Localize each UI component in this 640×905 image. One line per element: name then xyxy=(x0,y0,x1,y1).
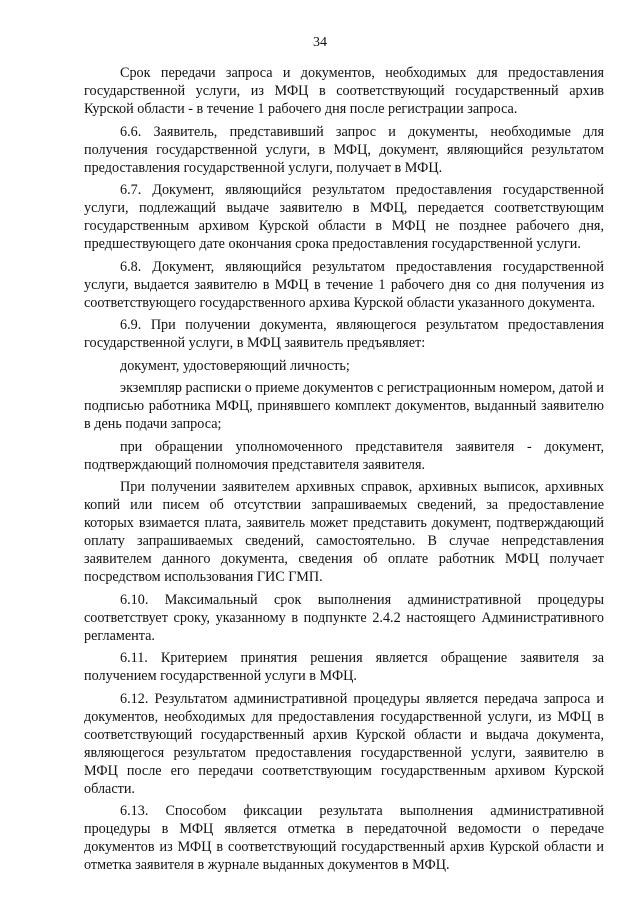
paragraph-representative-document: при обращении уполномоченного представителя заявителя - документ, подтверждающий полномочия представителя заявителя. xyxy=(84,438,604,473)
paragraph-6-7: 6.7. Документ, являющийся результатом предоставления государственной услуги, подлежащий выдаче заявителю в МФЦ, передается соответствующим государственным архивом Курской области в МФЦ не позднее рабочего дня, предшествующего дате окончания срока предоставления государственной услуги. xyxy=(84,182,604,252)
paragraph-6-11: 6.11. Критерием принятия решения является обращение заявителя за получением государственной услуги в МФЦ. xyxy=(84,650,604,684)
paragraph-6-12: 6.12. Результатом административной процедуры является передача запроса и документов, необходимых для предоставления государственной услуги, из МФЦ в соответствующий государственный архив Курской области и выдача документа, являющегося результатом предоставления государственной услуги, заявителю в МФЦ после его передачи соответствующим государственным архивом Курской области. xyxy=(84,690,604,797)
paragraph-6-13: 6.13. Способом фиксации результата выполнения административной процедуры в МФЦ является отметка в передаточной ведомости о передаче документов из МФЦ в соответствующий государственный архив Курской области и отметка заявителя в журнале выданных документов в МФЦ. xyxy=(84,803,604,873)
page-number: 34 xyxy=(313,35,327,50)
paragraph-receipt-copy: экземпляр расписки о приеме документов с регистрационным номером, датой и подписью работника МФЦ, принявшего комплект документов, выданный заявителю в день подачи запроса; xyxy=(84,380,604,432)
paragraph-6-9: 6.9. При получении документа, являющегося результатом предоставления государственной услуги, в МФЦ заявитель предъявляет: xyxy=(84,317,604,351)
paragraph-transfer-term: Срок передачи запроса и документов, необходимых для предоставления государственной услуги, из МФЦ в соответствующий государственный архив Курской области - в течение 1 рабочего дня после регистрации запроса. xyxy=(84,65,604,117)
document-body xyxy=(84,64,604,879)
paragraph-payment-confirmation: При получении заявителем архивных справок, архивных выписок, архивных копий или писем об отсутствии запрашиваемых сведений, за предоставление которых взимается плата, заявитель может представить документ, подтверждающий оплату запрашиваемых сведений, самостоятельно. В случае непредставления заявителем данного документа, сведения об оплате работник МФЦ получает посредством использования ГИС ГМП. xyxy=(84,479,604,585)
paragraph-6-10: 6.10. Максимальный срок выполнения административной процедуры соответствует сроку, указанному в подпункте 2.4.2 настоящего Административного регламента. xyxy=(84,591,604,644)
paragraph-identity-document: документ, удостоверяющий личность; xyxy=(120,357,350,374)
paragraph-6-8: 6.8. Документ, являющийся результатом предоставления государственной услуги, выдается заявителю в МФЦ в течение 1 рабочего дня со дня получения из соответствующего государственного архива Курской области указанного документа. xyxy=(84,258,604,311)
paragraph-6-6: 6.6. Заявитель, представивший запрос и документы, необходимые для получения государственной услуги, в МФЦ, документ, являющийся результатом предоставления государственной услуги, получает в МФЦ. xyxy=(84,123,604,176)
